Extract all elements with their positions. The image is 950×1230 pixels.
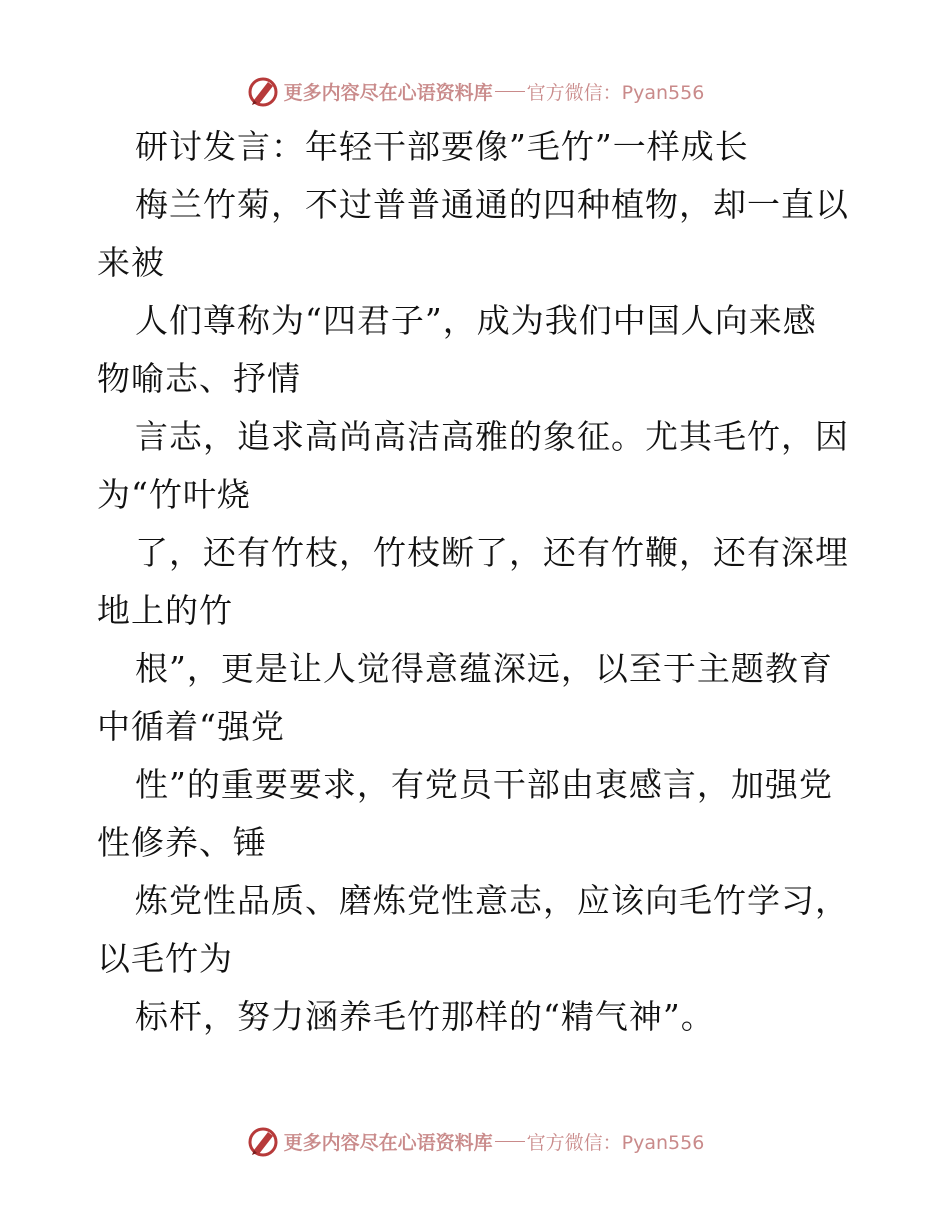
- paragraph-line: 人们尊称为“四君子”，成为我们中国人向来感: [135, 301, 817, 340]
- footer-watermark: [0, 1121, 950, 1161]
- paragraph-line: 性修养、锤: [97, 823, 267, 862]
- watermark-dash: [495, 1141, 525, 1142]
- paragraph-line: 炼党性品质、磨炼党性意志，应该向毛竹学习，: [135, 881, 849, 920]
- watermark-dash: [495, 91, 525, 92]
- document-title: 研讨发言：年轻干部要像”毛竹”一样成长: [135, 127, 749, 166]
- paragraph-line: 地上的竹: [97, 591, 233, 630]
- paragraph-line: 以毛竹为: [97, 939, 233, 978]
- watermark-contact: 官方微信：Pyan556: [526, 81, 705, 104]
- paragraph-line: 为“竹叶烧: [97, 475, 251, 514]
- paragraph-line: 中循着“强党: [97, 707, 285, 746]
- paragraph-line: 言志，追求高尚高洁高雅的象征。尤其毛竹，因: [135, 417, 849, 456]
- paragraph-line: 梅兰竹菊，不过普普通通的四种植物，却一直以: [135, 185, 849, 224]
- watermark-contact: 官方微信：Pyan556: [526, 1131, 705, 1154]
- paragraph-line: 性”的重要要求，有党员干部由衷感言，加强党: [135, 765, 833, 804]
- paragraph-line: 物喻志、抒情: [97, 359, 301, 398]
- pen-circle-logo-icon: [246, 1124, 280, 1158]
- document-body: [97, 118, 857, 1046]
- watermark-text: 更多内容尽在心语资料库: [283, 1131, 493, 1154]
- header-watermark: [0, 71, 950, 111]
- paragraph-line: 了，还有竹枝，竹枝断了，还有竹鞭，还有深埋: [135, 533, 849, 572]
- watermark-text: 更多内容尽在心语资料库: [283, 81, 493, 104]
- pen-circle-logo-icon: [246, 74, 280, 108]
- paragraph-line: 根”，更是让人觉得意蕴深远，以至于主题教育: [135, 649, 833, 688]
- paragraph-line: 标杆，努力涵养毛竹那样的“精气神”。: [135, 997, 715, 1036]
- paragraph-line: 来被: [97, 243, 165, 282]
